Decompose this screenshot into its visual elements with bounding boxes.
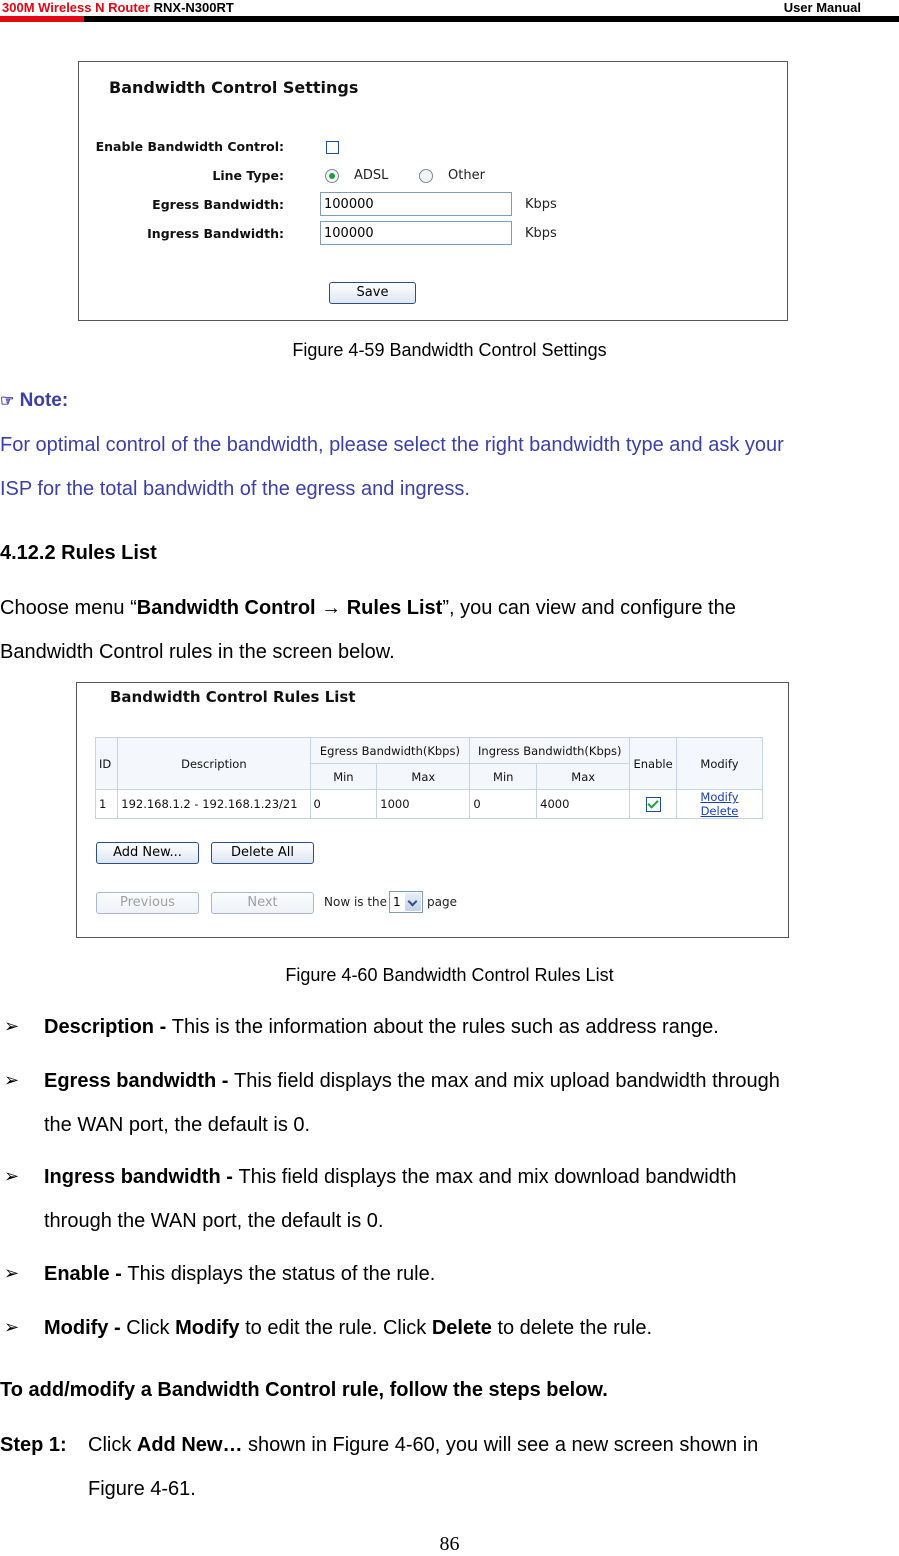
page-number: 86 bbox=[439, 1533, 460, 1555]
bullet-text: This displays the status of the rule. bbox=[127, 1263, 436, 1285]
col-enable-header: Enable bbox=[630, 738, 677, 790]
row-description: 192.168.1.2 - 192.168.1.23/21 bbox=[118, 790, 310, 819]
bullet-arrow-icon: ➢ bbox=[4, 1070, 20, 1090]
bullet-term: Enable - bbox=[44, 1263, 128, 1285]
bullet-ingress-line-2: through the WAN port, the default is 0. bbox=[44, 1210, 384, 1232]
header-model-prefix: 300M Wireless N Router bbox=[2, 0, 150, 15]
bullet-bold: Delete bbox=[431, 1317, 492, 1339]
col-modify-header: Modify bbox=[676, 738, 762, 790]
step-1-line-1 bbox=[88, 1433, 758, 1457]
line-type-other-label: Other bbox=[448, 168, 485, 183]
row-enable-checkbox[interactable] bbox=[646, 797, 661, 812]
bullet-text: Click bbox=[126, 1317, 176, 1339]
col-egress-max-header: Max bbox=[377, 764, 470, 790]
intro-menu: Bandwidth Control bbox=[136, 597, 316, 619]
settings-title: Bandwidth Control Settings bbox=[109, 78, 359, 97]
bullet-term: Ingress bandwidth - bbox=[44, 1166, 239, 1188]
row-enable-cell bbox=[630, 790, 677, 819]
modify-link[interactable]: Modify bbox=[700, 790, 739, 804]
delete-link[interactable]: Delete bbox=[700, 804, 739, 818]
bandwidth-settings-panel bbox=[78, 61, 788, 321]
header-bar-red bbox=[0, 16, 84, 22]
header-model bbox=[2, 0, 234, 16]
page-label: page bbox=[427, 895, 457, 909]
rules-table bbox=[95, 737, 763, 819]
row-id: 1 bbox=[96, 790, 118, 819]
step-bold: Add New… bbox=[136, 1434, 243, 1456]
col-ingress-max-header: Max bbox=[537, 764, 630, 790]
col-egress-header: Egress Bandwidth(Kbps) bbox=[310, 738, 470, 764]
header-bar-black bbox=[84, 16, 899, 22]
step-label: Step 1: bbox=[0, 1434, 67, 1456]
intro-arrow: → bbox=[315, 597, 347, 619]
bullet-text: This field displays the max and mix download bandwidth bbox=[238, 1166, 737, 1188]
bullet-arrow-icon: ➢ bbox=[4, 1016, 20, 1036]
next-button[interactable]: Next bbox=[211, 892, 314, 914]
delete-all-button[interactable]: Delete All bbox=[211, 842, 314, 864]
col-id-header: ID bbox=[96, 738, 118, 790]
bullet-term: Description - bbox=[44, 1016, 172, 1038]
pointing-hand-icon: ☞ bbox=[0, 393, 15, 410]
figure-60-caption: Figure 4-60 Bandwidth Control Rules List bbox=[285, 965, 614, 985]
figure-59-caption: Figure 4-59 Bandwidth Control Settings bbox=[292, 340, 607, 360]
row-ingress-max: 4000 bbox=[537, 790, 630, 819]
line-type-other-radio[interactable] bbox=[419, 169, 433, 183]
enable-bandwidth-checkbox[interactable] bbox=[326, 141, 339, 154]
bullet-text: to delete the rule. bbox=[491, 1317, 652, 1339]
note-line-2: ISP for the total bandwidth of the egress and ingress. bbox=[0, 478, 470, 500]
col-ingress-min-header: Min bbox=[470, 764, 537, 790]
save-button[interactable]: Save bbox=[329, 282, 416, 304]
bullet-arrow-icon: ➢ bbox=[4, 1166, 20, 1186]
procedure-heading: To add/modify a Bandwidth Control rule, follow the steps below. bbox=[0, 1379, 608, 1401]
bullet-egress-line-2: the WAN port, the default is 0. bbox=[44, 1114, 311, 1136]
row-egress-max: 1000 bbox=[377, 790, 470, 819]
header-model-code: RNX-N300RT bbox=[153, 0, 234, 15]
chevron-down-icon bbox=[405, 893, 421, 911]
page-select[interactable] bbox=[389, 891, 423, 913]
step-1-line-2: Figure 4-61. bbox=[88, 1478, 196, 1500]
egress-label: Egress Bandwidth: bbox=[152, 197, 284, 212]
previous-button[interactable]: Previous bbox=[96, 892, 199, 914]
table-row bbox=[96, 790, 763, 819]
note-line-1: For optimal control of the bandwidth, please select the right bandwidth type and ask your bbox=[0, 434, 784, 456]
step-pre: Click bbox=[88, 1434, 137, 1456]
bullet-text: This is the information about the rules such as address range. bbox=[171, 1016, 719, 1038]
ingress-label: Ingress Bandwidth: bbox=[147, 226, 284, 241]
rules-list-title: Bandwidth Control Rules List bbox=[110, 688, 356, 706]
bullet-term: Egress bandwidth - bbox=[44, 1070, 235, 1092]
line-type-adsl-label: ADSL bbox=[354, 168, 389, 183]
intro-item: Rules List bbox=[346, 597, 443, 619]
col-egress-min-header: Min bbox=[310, 764, 377, 790]
section-heading: 4.12.2 Rules List bbox=[0, 542, 157, 564]
add-new-button[interactable]: Add New... bbox=[96, 842, 199, 864]
section-intro-line-2: Bandwidth Control rules in the screen below. bbox=[0, 641, 395, 663]
bullet-ingress bbox=[44, 1165, 737, 1189]
rules-list-panel bbox=[76, 682, 789, 938]
intro-post: ”, you can view and configure the bbox=[442, 597, 736, 619]
bullet-modify bbox=[44, 1316, 652, 1340]
bullet-description bbox=[44, 1015, 719, 1039]
bullet-arrow-icon: ➢ bbox=[4, 1263, 20, 1283]
line-type-label: Line Type: bbox=[212, 168, 284, 183]
header-doc-type: User Manual bbox=[783, 0, 861, 15]
bullet-text: This field displays the max and mix upload bandwidth through bbox=[234, 1070, 780, 1092]
bullet-term: Modify - bbox=[44, 1317, 127, 1339]
enable-label: Enable Bandwidth Control: bbox=[95, 139, 284, 154]
section-intro-line-1 bbox=[0, 596, 736, 620]
note-title-row bbox=[0, 390, 68, 412]
col-ingress-header: Ingress Bandwidth(Kbps) bbox=[470, 738, 630, 764]
bullet-egress bbox=[44, 1069, 780, 1093]
now-is-the-label: Now is the bbox=[324, 895, 388, 909]
bullet-arrow-icon: ➢ bbox=[4, 1317, 20, 1337]
ingress-bandwidth-input[interactable]: 100000 bbox=[320, 221, 512, 245]
row-modify-cell bbox=[676, 790, 762, 819]
ingress-unit: Kbps bbox=[525, 226, 557, 241]
line-type-adsl-radio[interactable] bbox=[325, 169, 339, 183]
col-description-header: Description bbox=[118, 738, 310, 790]
step-post: shown in Figure 4-60, you will see a new screen shown in bbox=[242, 1434, 759, 1456]
bullet-enable bbox=[44, 1262, 435, 1286]
page-select-value: 1 bbox=[393, 895, 401, 909]
bullet-text: to edit the rule. Click bbox=[239, 1317, 432, 1339]
note-title: Note: bbox=[19, 390, 69, 411]
bullet-bold: Modify bbox=[175, 1317, 240, 1339]
row-egress-min: 0 bbox=[310, 790, 377, 819]
egress-bandwidth-input[interactable]: 100000 bbox=[320, 192, 512, 216]
row-ingress-min: 0 bbox=[470, 790, 537, 819]
egress-unit: Kbps bbox=[525, 197, 557, 212]
intro-pre: Choose menu “ bbox=[0, 597, 137, 619]
